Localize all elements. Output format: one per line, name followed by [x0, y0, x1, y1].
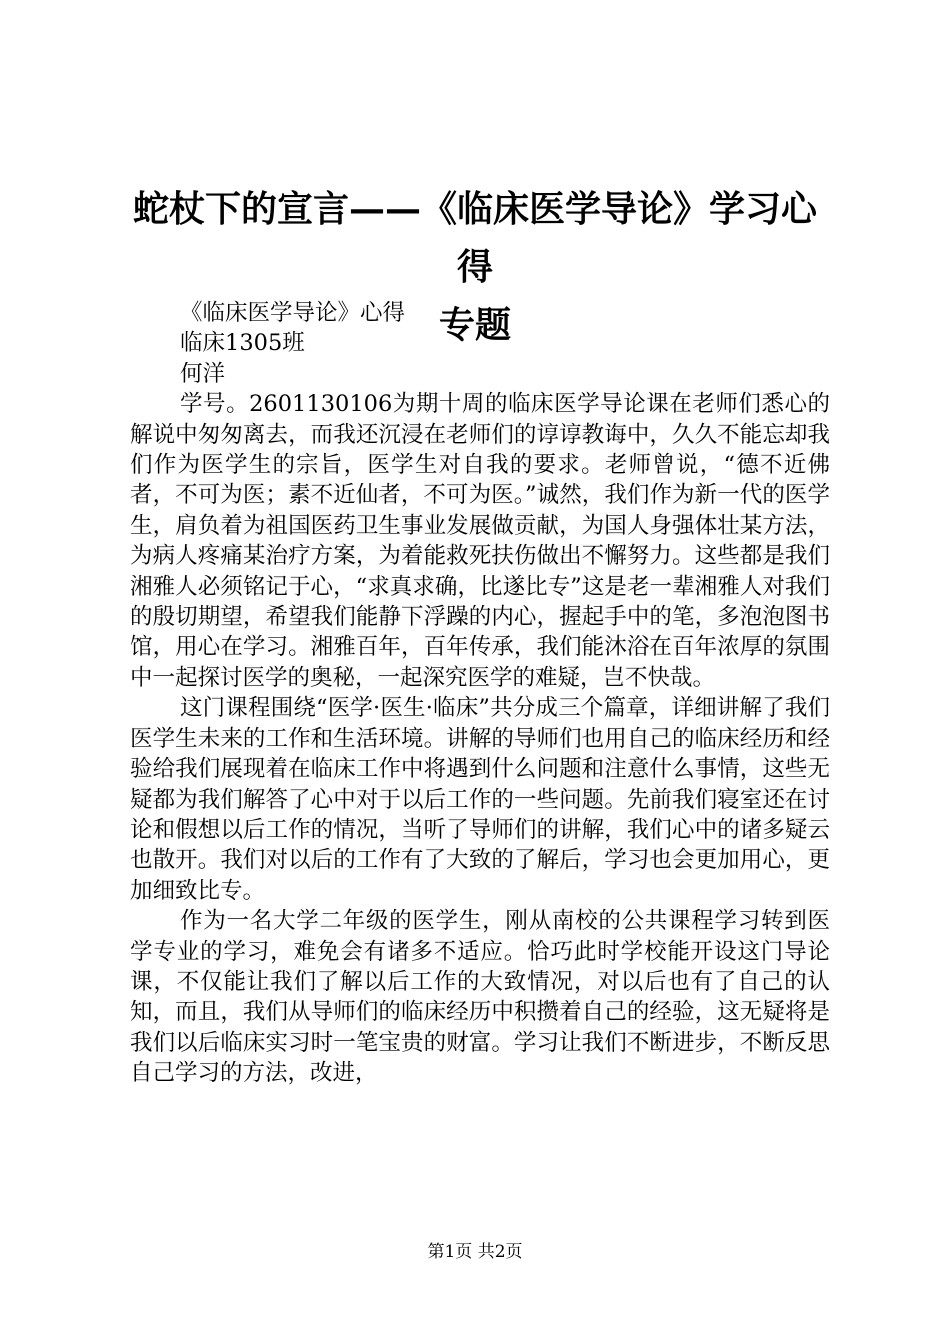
paragraph-3: 作为一名大学二年级的医学生，刚从南校的公共课程学习转到医学专业的学习，难免会有诸多不适应。恰巧此时学校能开设这门导论课，不仅能让我们了解以后工作的大致情况，对以后也有了自己的认知，而且，我们从导师们的临床经历中积攒着自己的经验，这无疑将是我们以后临床实习时一笔宝贵的财富。学习让我们不断进步，不断反思自己学习的方法，改进， — [130, 908, 830, 1087]
paragraph-2: 这门课程围绕“医学·医生·临床”共分成三个篇章，详细讲解了我们医学生未来的工作和生活环境。讲解的导师们也用自己的临床经历和经验给我们展现着在临床工作中将遇到什么问题和注意什么事情，这些无疑都为我们解答了心中对于以后工作的一些问题。先前我们寝室还在讨论和假想以后工作的情况，当听了导师们的讲解，我们心中的诸多疑云也散开。我们对以后的工作有了大致的了解后，学习也会更加用心，更加细致比专。 — [130, 695, 830, 904]
document-body — [130, 298, 830, 1089]
paragraph-1: 学号。2601130106为期十周的临床医学导论课在老师们悉心的解说中匆匆离去，而我还沉浸在老师们的谆谆教诲中，久久不能忘却我们作为医学生的宗旨，医学生对自我的要求。老师曾说，“德不近佛者，不可为医；素不近仙者，不可为医。”诚然，我们作为新一代的医学生，肩负着为祖国医药卫生事业发展做贡献，为国人身强体壮某方法，为病人疼痛某治疗方案，为着能救死扶伤做出不懈努力。这些都是我们湘雅人必须铭记于心，“求真求确，比遂比专”这是老一辈湘雅人对我们的殷切期望，希望我们能静下浮躁的内心，握起手中的笔，多泡泡图书馆，用心在学习。湘雅百年，百年传承，我们能沐浴在百年浓厚的氛围中一起探讨医学的奥秘，一起深究医学的难疑，岂不快哉。 — [130, 391, 830, 691]
title-line-1: 蛇杖下的宣言——《临床医学导论》学习心得 — [132, 188, 817, 288]
page-footer: 第1页 共2页 — [427, 1242, 523, 1262]
title-line-2: 专题 — [438, 304, 511, 346]
class-line: 临床1305班 — [180, 330, 305, 357]
subtitle-line: 《临床医学导论》心得 — [180, 300, 406, 326]
author-line: 何洋 — [180, 360, 226, 387]
